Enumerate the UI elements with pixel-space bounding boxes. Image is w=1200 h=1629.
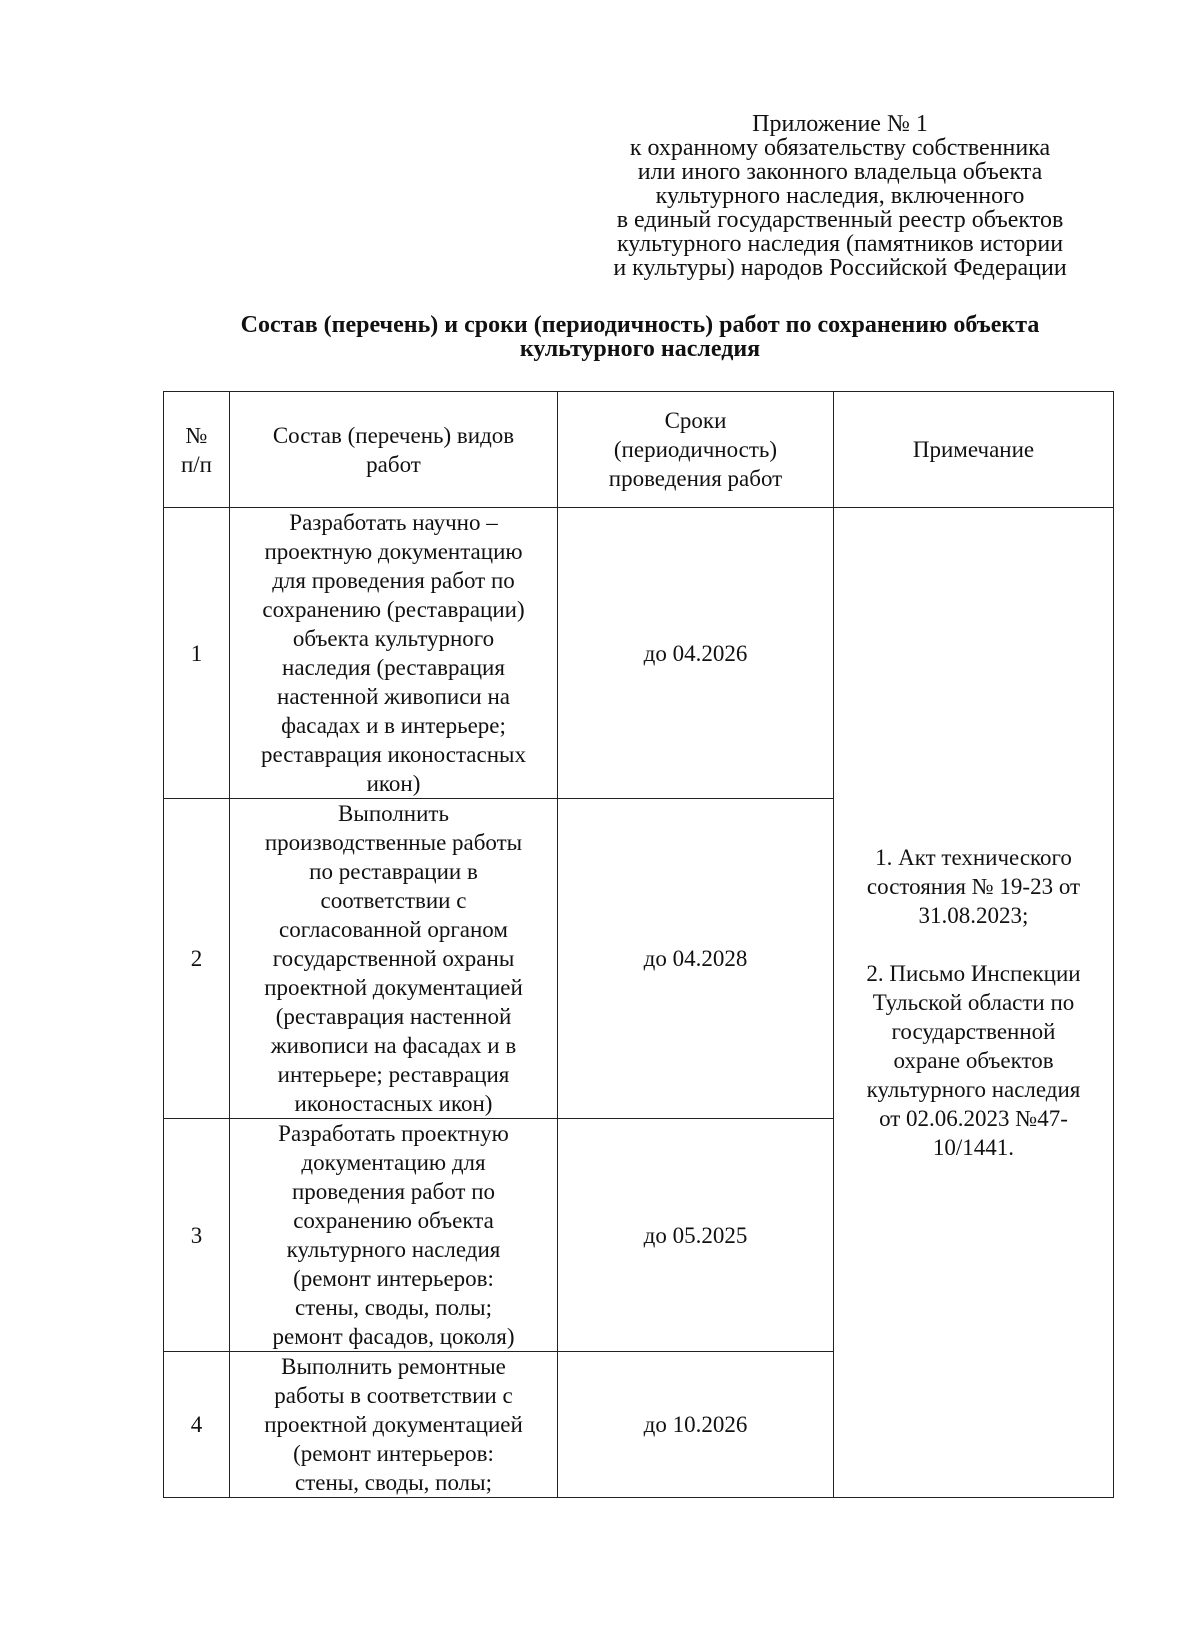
note-line: культурного наследия bbox=[866, 1077, 1081, 1102]
work-line: согласованной органом bbox=[279, 917, 508, 942]
works-table bbox=[163, 391, 1114, 1498]
row-work bbox=[230, 508, 558, 799]
appendix-line: к охранному обязательству собственника bbox=[629, 135, 1051, 161]
header-text: Состав (перечень) видов bbox=[272, 422, 515, 448]
header-text: № bbox=[185, 422, 208, 448]
note-line: Тульской области по bbox=[872, 990, 1075, 1015]
row-term: до 05.2025 bbox=[558, 1119, 834, 1352]
appendix-line: Приложение № 1 bbox=[752, 111, 928, 137]
work-line: проектной документацией bbox=[264, 975, 523, 1000]
work-line: стены, своды, полы; bbox=[295, 1295, 492, 1320]
work-line: культурного наследия bbox=[286, 1237, 501, 1262]
work-line: (ремонт интерьеров: bbox=[293, 1441, 494, 1466]
work-line: производственные работы bbox=[264, 830, 523, 855]
appendix-line: и культуры) народов Российской Федерации bbox=[613, 255, 1067, 281]
header-note bbox=[834, 392, 1114, 508]
header-text: проведения работ bbox=[608, 466, 783, 491]
note-spacer bbox=[840, 930, 1107, 959]
note-line: от 02.06.2023 №47- bbox=[879, 1106, 1068, 1131]
header-text: (периодичность) bbox=[613, 437, 778, 462]
work-line: Выполнить ремонтные bbox=[281, 1354, 506, 1379]
work-line: Выполнить bbox=[338, 801, 449, 826]
header-text: Сроки bbox=[664, 408, 727, 433]
work-line: (ремонт интерьеров: bbox=[293, 1266, 494, 1291]
appendix-header bbox=[560, 112, 1120, 280]
work-line: (реставрация настенной bbox=[275, 1004, 512, 1029]
row-term: до 04.2026 bbox=[558, 508, 834, 799]
row-number: 2 bbox=[164, 799, 230, 1119]
work-line: реставрация иконостасных bbox=[261, 742, 526, 767]
note-line: 2. Письмо Инспекции bbox=[866, 961, 1081, 986]
appendix-line: или иного законного владельца объекта bbox=[637, 159, 1043, 185]
work-line: фасадах и в интерьере; bbox=[281, 713, 506, 738]
work-line: для проведения работ по bbox=[272, 568, 515, 593]
appendix-line: культурного наследия, включенного bbox=[655, 183, 1025, 209]
row-number: 4 bbox=[164, 1352, 230, 1498]
work-line: Разработать проектную bbox=[278, 1121, 509, 1146]
table-row bbox=[164, 508, 1114, 799]
note-line: 1. Акт технического bbox=[875, 845, 1072, 870]
work-line: проектной документацией bbox=[264, 1412, 523, 1437]
header-text: Примечание bbox=[912, 437, 1035, 462]
header-number bbox=[164, 392, 230, 508]
note-line: охране объектов bbox=[893, 1048, 1054, 1073]
work-line: по реставрации в bbox=[309, 859, 478, 884]
note-line: 31.08.2023; bbox=[918, 903, 1029, 928]
work-line: стены, своды, полы; bbox=[295, 1470, 492, 1495]
header-text: работ bbox=[366, 451, 421, 477]
work-line: государственной охраны bbox=[272, 946, 515, 971]
row-work bbox=[230, 1119, 558, 1352]
work-line: объекта культурного bbox=[292, 626, 495, 651]
title-line: Состав (перечень) и сроки (периодичность) работ по сохранению объекта bbox=[240, 312, 1040, 338]
work-line: Разработать научно – bbox=[289, 510, 498, 535]
row-term: до 10.2026 bbox=[558, 1352, 834, 1498]
row-term: до 04.2028 bbox=[558, 799, 834, 1119]
work-line: настенной живописи на bbox=[277, 684, 510, 709]
appendix-line: в единый государственный реестр объектов bbox=[616, 207, 1064, 233]
note-cell bbox=[834, 508, 1114, 1498]
work-line: иконостасных икон) bbox=[294, 1091, 493, 1116]
table-header-row bbox=[164, 392, 1114, 508]
work-line: ремонт фасадов, цоколя) bbox=[272, 1324, 515, 1349]
appendix-line: культурного наследия (памятников истории bbox=[616, 231, 1064, 257]
note-line: состояния № 19-23 от bbox=[866, 874, 1081, 899]
row-work bbox=[230, 1352, 558, 1498]
document-title bbox=[150, 313, 1130, 361]
title-line: культурного наследия bbox=[519, 336, 761, 362]
header-terms bbox=[558, 392, 834, 508]
row-number: 1 bbox=[164, 508, 230, 799]
note-line: 10/1441. bbox=[932, 1135, 1015, 1160]
work-line: соответствии с bbox=[320, 888, 467, 913]
work-line: сохранению объекта bbox=[293, 1208, 494, 1233]
work-line: проектную документацию bbox=[264, 539, 523, 564]
header-work-list bbox=[230, 392, 558, 508]
work-line: икон) bbox=[366, 771, 421, 796]
row-number: 3 bbox=[164, 1119, 230, 1352]
work-line: документацию для bbox=[301, 1150, 486, 1175]
work-line: наследия (реставрация bbox=[282, 655, 505, 680]
work-line: работы в соответствии с bbox=[274, 1383, 513, 1408]
work-line: сохранению (реставрации) bbox=[262, 597, 525, 622]
note-line: государственной bbox=[891, 1019, 1056, 1044]
work-line: интерьере; реставрация bbox=[277, 1062, 510, 1087]
row-work bbox=[230, 799, 558, 1119]
work-line: проведения работ по bbox=[291, 1179, 495, 1204]
work-line: живописи на фасадах и в bbox=[270, 1033, 517, 1058]
header-text: п/п bbox=[180, 451, 212, 477]
